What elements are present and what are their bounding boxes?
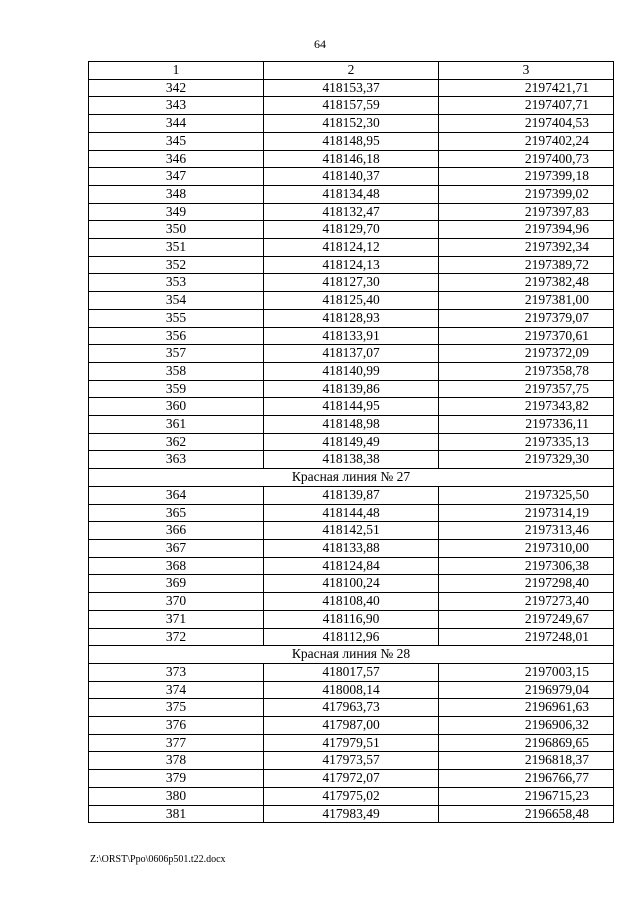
table-row <box>89 539 614 557</box>
table-row <box>89 79 614 97</box>
table-row <box>89 628 614 646</box>
y-coordinate-cell: 2196979,04 <box>439 681 614 699</box>
x-coordinate-cell: 418017,57 <box>264 663 439 681</box>
y-coordinate-cell: 2197314,19 <box>439 504 614 522</box>
y-coordinate-cell: 2197298,40 <box>439 575 614 593</box>
y-coordinate-cell: 2197392,34 <box>439 239 614 257</box>
table-row <box>89 787 614 805</box>
x-coordinate-cell: 418138,38 <box>264 451 439 469</box>
x-coordinate-cell: 418133,88 <box>264 539 439 557</box>
point-number-cell: 364 <box>89 486 264 504</box>
y-coordinate-cell: 2197382,48 <box>439 274 614 292</box>
table-row <box>89 699 614 717</box>
y-coordinate-cell: 2197407,71 <box>439 97 614 115</box>
table-row <box>89 752 614 770</box>
y-coordinate-cell: 2196766,77 <box>439 770 614 788</box>
point-number-cell: 380 <box>89 787 264 805</box>
x-coordinate-cell: 418112,96 <box>264 628 439 646</box>
table-row <box>89 309 614 327</box>
table-row <box>89 805 614 823</box>
point-number-cell: 377 <box>89 734 264 752</box>
y-coordinate-cell: 2197335,13 <box>439 433 614 451</box>
point-number-cell: 350 <box>89 221 264 239</box>
point-number-cell: 358 <box>89 362 264 380</box>
point-number-cell: 353 <box>89 274 264 292</box>
x-coordinate-cell: 418129,70 <box>264 221 439 239</box>
point-number-cell: 356 <box>89 327 264 345</box>
table-row <box>89 239 614 257</box>
table-row <box>89 221 614 239</box>
y-coordinate-cell: 2197003,15 <box>439 663 614 681</box>
x-coordinate-cell: 418140,99 <box>264 362 439 380</box>
y-coordinate-cell: 2197343,82 <box>439 398 614 416</box>
point-number-cell: 371 <box>89 610 264 628</box>
x-coordinate-cell: 418144,95 <box>264 398 439 416</box>
x-coordinate-cell: 418137,07 <box>264 345 439 363</box>
column-header-number: 1 <box>89 62 264 80</box>
column-header-x: 2 <box>264 62 439 80</box>
table-row <box>89 203 614 221</box>
x-coordinate-cell: 417973,57 <box>264 752 439 770</box>
y-coordinate-cell: 2196818,37 <box>439 752 614 770</box>
point-number-cell: 379 <box>89 770 264 788</box>
y-coordinate-cell: 2197358,78 <box>439 362 614 380</box>
point-number-cell: 349 <box>89 203 264 221</box>
point-number-cell: 359 <box>89 380 264 398</box>
y-coordinate-cell: 2197399,18 <box>439 168 614 186</box>
y-coordinate-cell: 2197248,01 <box>439 628 614 646</box>
x-coordinate-cell: 417975,02 <box>264 787 439 805</box>
x-coordinate-cell: 417979,51 <box>264 734 439 752</box>
table-row <box>89 610 614 628</box>
table-row <box>89 327 614 345</box>
point-number-cell: 360 <box>89 398 264 416</box>
y-coordinate-cell: 2196869,65 <box>439 734 614 752</box>
point-number-cell: 366 <box>89 522 264 540</box>
x-coordinate-cell: 418127,30 <box>264 274 439 292</box>
x-coordinate-cell: 418128,93 <box>264 309 439 327</box>
point-number-cell: 363 <box>89 451 264 469</box>
table-row <box>89 115 614 133</box>
y-coordinate-cell: 2197379,07 <box>439 309 614 327</box>
x-coordinate-cell: 418125,40 <box>264 292 439 310</box>
point-number-cell: 378 <box>89 752 264 770</box>
point-number-cell: 352 <box>89 256 264 274</box>
table-row <box>89 681 614 699</box>
point-number-cell: 376 <box>89 717 264 735</box>
point-number-cell: 343 <box>89 97 264 115</box>
y-coordinate-cell: 2197329,30 <box>439 451 614 469</box>
section-row <box>89 469 614 487</box>
point-number-cell: 344 <box>89 115 264 133</box>
section-title: Красная линия № 28 <box>89 646 614 664</box>
point-number-cell: 367 <box>89 539 264 557</box>
point-number-cell: 355 <box>89 309 264 327</box>
x-coordinate-cell: 418124,13 <box>264 256 439 274</box>
x-coordinate-cell: 418152,30 <box>264 115 439 133</box>
table-row <box>89 380 614 398</box>
table-row <box>89 557 614 575</box>
point-number-cell: 369 <box>89 575 264 593</box>
y-coordinate-cell: 2196961,63 <box>439 699 614 717</box>
table-row <box>89 97 614 115</box>
table-row <box>89 486 614 504</box>
table-row <box>89 451 614 469</box>
x-coordinate-cell: 417983,49 <box>264 805 439 823</box>
x-coordinate-cell: 418124,12 <box>264 239 439 257</box>
table-row <box>89 433 614 451</box>
x-coordinate-cell: 418148,95 <box>264 132 439 150</box>
y-coordinate-cell: 2197370,61 <box>439 327 614 345</box>
x-coordinate-cell: 418100,24 <box>264 575 439 593</box>
point-number-cell: 342 <box>89 79 264 97</box>
table-row <box>89 256 614 274</box>
y-coordinate-cell: 2197306,38 <box>439 557 614 575</box>
x-coordinate-cell: 418139,86 <box>264 380 439 398</box>
x-coordinate-cell: 418132,47 <box>264 203 439 221</box>
point-number-cell: 365 <box>89 504 264 522</box>
y-coordinate-cell: 2197402,24 <box>439 132 614 150</box>
table-row <box>89 398 614 416</box>
x-coordinate-cell: 418124,84 <box>264 557 439 575</box>
y-coordinate-cell: 2196658,48 <box>439 805 614 823</box>
table-row <box>89 416 614 434</box>
table-row <box>89 168 614 186</box>
y-coordinate-cell: 2197325,50 <box>439 486 614 504</box>
y-coordinate-cell: 2197313,46 <box>439 522 614 540</box>
table-row <box>89 663 614 681</box>
table-row <box>89 185 614 203</box>
point-number-cell: 346 <box>89 150 264 168</box>
y-coordinate-cell: 2197372,09 <box>439 345 614 363</box>
point-number-cell: 347 <box>89 168 264 186</box>
table-row <box>89 132 614 150</box>
y-coordinate-cell: 2197310,00 <box>439 539 614 557</box>
point-number-cell: 372 <box>89 628 264 646</box>
point-number-cell: 348 <box>89 185 264 203</box>
point-number-cell: 373 <box>89 663 264 681</box>
x-coordinate-cell: 418148,98 <box>264 416 439 434</box>
point-number-cell: 361 <box>89 416 264 434</box>
table-row <box>89 734 614 752</box>
table-row <box>89 522 614 540</box>
table-body <box>89 79 614 823</box>
point-number-cell: 351 <box>89 239 264 257</box>
table-row <box>89 274 614 292</box>
x-coordinate-cell: 418116,90 <box>264 610 439 628</box>
table-row <box>89 504 614 522</box>
x-coordinate-cell: 418157,59 <box>264 97 439 115</box>
x-coordinate-cell: 418140,37 <box>264 168 439 186</box>
point-number-cell: 370 <box>89 593 264 611</box>
table-row <box>89 575 614 593</box>
x-coordinate-cell: 418146,18 <box>264 150 439 168</box>
table-row <box>89 770 614 788</box>
x-coordinate-cell: 418134,48 <box>264 185 439 203</box>
section-row <box>89 646 614 664</box>
y-coordinate-cell: 2197389,72 <box>439 256 614 274</box>
table-row <box>89 717 614 735</box>
table-row <box>89 292 614 310</box>
x-coordinate-cell: 418144,48 <box>264 504 439 522</box>
table-header-row <box>89 62 614 80</box>
point-number-cell: 354 <box>89 292 264 310</box>
y-coordinate-cell: 2197336,11 <box>439 416 614 434</box>
point-number-cell: 357 <box>89 345 264 363</box>
point-number-cell: 381 <box>89 805 264 823</box>
section-title: Красная линия № 27 <box>89 469 614 487</box>
x-coordinate-cell: 418008,14 <box>264 681 439 699</box>
page-number: 64 <box>314 37 326 51</box>
y-coordinate-cell: 2197273,40 <box>439 593 614 611</box>
table-row <box>89 362 614 380</box>
x-coordinate-cell: 418133,91 <box>264 327 439 345</box>
x-coordinate-cell: 418108,40 <box>264 593 439 611</box>
column-header-y: 3 <box>439 62 614 80</box>
point-number-cell: 345 <box>89 132 264 150</box>
point-number-cell: 362 <box>89 433 264 451</box>
y-coordinate-cell: 2197400,73 <box>439 150 614 168</box>
y-coordinate-cell: 2197399,02 <box>439 185 614 203</box>
y-coordinate-cell: 2196715,23 <box>439 787 614 805</box>
x-coordinate-cell: 418139,87 <box>264 486 439 504</box>
x-coordinate-cell: 418149,49 <box>264 433 439 451</box>
point-number-cell: 375 <box>89 699 264 717</box>
y-coordinate-cell: 2197381,00 <box>439 292 614 310</box>
footer-file-path: Z:\ORST\Ppo\0606p501.t22.docx <box>90 854 226 865</box>
x-coordinate-cell: 417987,00 <box>264 717 439 735</box>
y-coordinate-cell: 2197357,75 <box>439 380 614 398</box>
coordinates-table <box>88 61 614 823</box>
table-row <box>89 150 614 168</box>
x-coordinate-cell: 417972,07 <box>264 770 439 788</box>
x-coordinate-cell: 418153,37 <box>264 79 439 97</box>
y-coordinate-cell: 2197404,53 <box>439 115 614 133</box>
x-coordinate-cell: 417963,73 <box>264 699 439 717</box>
point-number-cell: 368 <box>89 557 264 575</box>
table-row <box>89 593 614 611</box>
x-coordinate-cell: 418142,51 <box>264 522 439 540</box>
y-coordinate-cell: 2197421,71 <box>439 79 614 97</box>
y-coordinate-cell: 2197249,67 <box>439 610 614 628</box>
point-number-cell: 374 <box>89 681 264 699</box>
table-row <box>89 345 614 363</box>
y-coordinate-cell: 2197397,83 <box>439 203 614 221</box>
y-coordinate-cell: 2197394,96 <box>439 221 614 239</box>
y-coordinate-cell: 2196906,32 <box>439 717 614 735</box>
